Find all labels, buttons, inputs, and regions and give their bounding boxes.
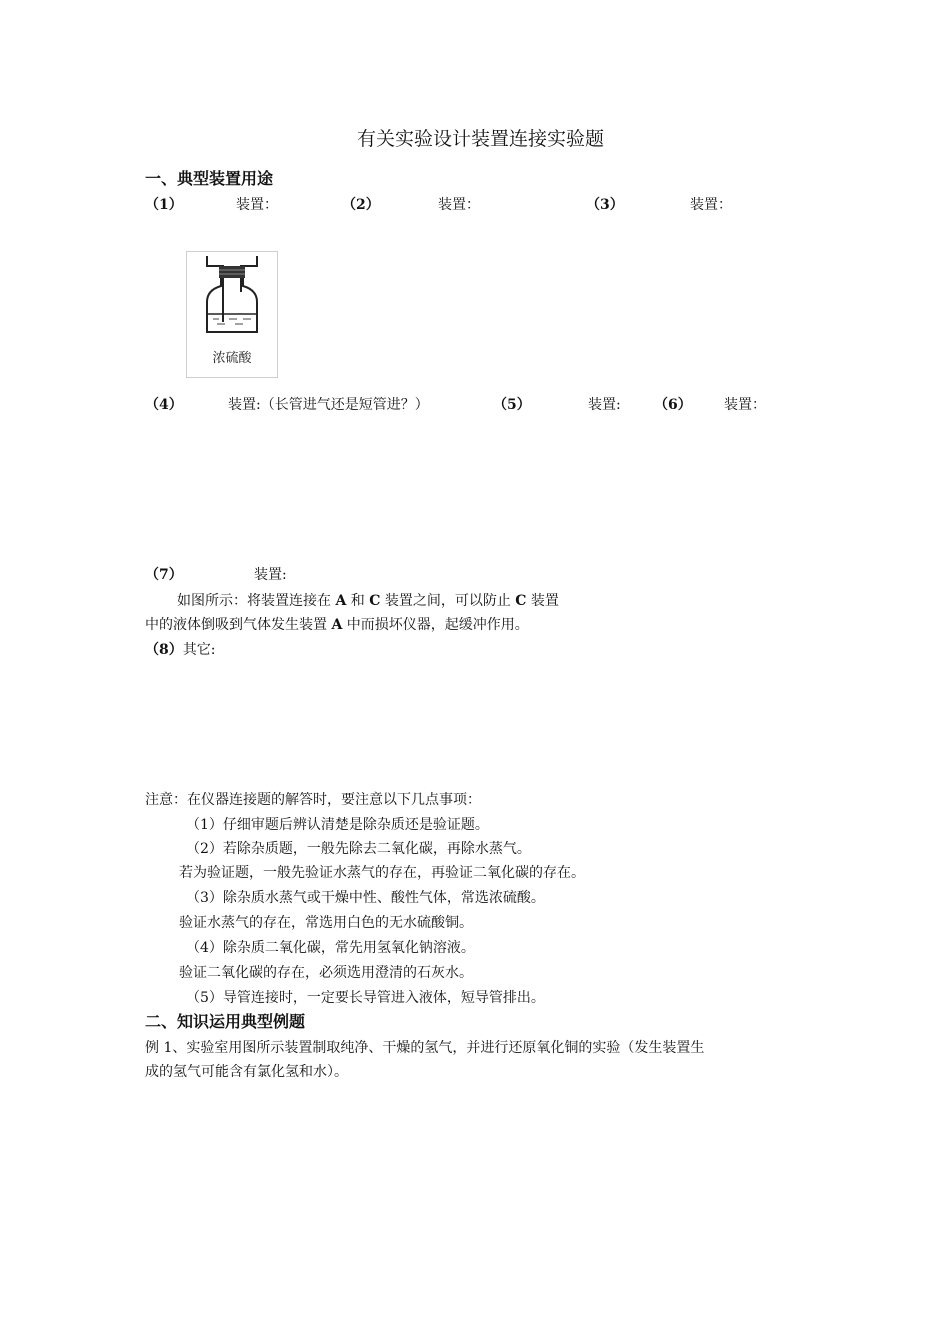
note-item: 验证二氧化碳的存在，必须选用澄清的石灰水。 xyxy=(179,965,473,981)
note-item: （2）若除杂质题，一般先除去二氧化碳，再除水蒸气。 xyxy=(186,841,531,857)
item4-label: 装置:（长管进气还是短管进？） xyxy=(228,397,429,413)
section1-heading: 一、典型装置用途 xyxy=(145,169,274,188)
page-title: 有关实验设计装置连接实验题 xyxy=(357,128,605,150)
example1-line2: 成的氢气可能含有氯化氢和水）。 xyxy=(145,1064,348,1080)
note-item: （4）除杂质二氧化碳，常先用氢氧化钠溶液。 xyxy=(186,940,475,956)
note-item: （1）仔细审题后辨认清楚是除杂质还是验证题。 xyxy=(186,817,489,833)
example1-line1: 例 1、实验室用图所示装置制取纯净、干燥的氢气，并进行还原氧化铜的实验（发生装置生 xyxy=(145,1040,705,1056)
section2-heading: 二、知识运用典型例题 xyxy=(145,1012,306,1031)
item7-description-line2: 中的液体倒吸到气体发生装置 A 中而损坏仪器，起缓冲作用。 xyxy=(145,617,529,633)
item1-number: （1） xyxy=(145,197,183,213)
item6-label: 装置： xyxy=(724,397,766,413)
item7-label: 装置: xyxy=(254,567,287,583)
item7-number: （7） xyxy=(145,567,183,583)
item1-label: 装置： xyxy=(236,197,278,213)
item5-label: 装置: xyxy=(588,397,621,413)
note-item: （5）导管连接时，一定要长导管进入液体，短导管排出。 xyxy=(186,990,545,1006)
item4-number: （4） xyxy=(145,397,183,413)
item8: （8）其它: xyxy=(145,642,216,658)
item3-label: 装置： xyxy=(690,197,732,213)
note-item: （3）除杂质水蒸气或干燥中性、酸性气体，常选浓硫酸。 xyxy=(186,890,545,906)
note-item: 若为验证题，一般先验证水蒸气的存在，再验证二氧化碳的存在。 xyxy=(179,865,585,881)
wash-bottle-figure xyxy=(186,251,278,378)
wash-bottle-icon xyxy=(187,252,277,342)
figure-label: 浓硫酸 xyxy=(212,351,252,366)
item2-number: （2） xyxy=(342,197,380,213)
item6-number: （6） xyxy=(654,397,692,413)
item7-description-line1: 如图所示：将装置连接在 A 和 C 装置之间，可以防止 C 装置 xyxy=(177,593,559,609)
item3-number: （3） xyxy=(586,197,624,213)
item2-label: 装置： xyxy=(438,197,480,213)
item5-number: （5） xyxy=(493,397,531,413)
note-item: 验证水蒸气的存在，常选用白色的无水硫酸铜。 xyxy=(179,915,473,931)
notes-intro: 注意：在仪器连接题的解答时，要注意以下几点事项： xyxy=(145,792,481,808)
